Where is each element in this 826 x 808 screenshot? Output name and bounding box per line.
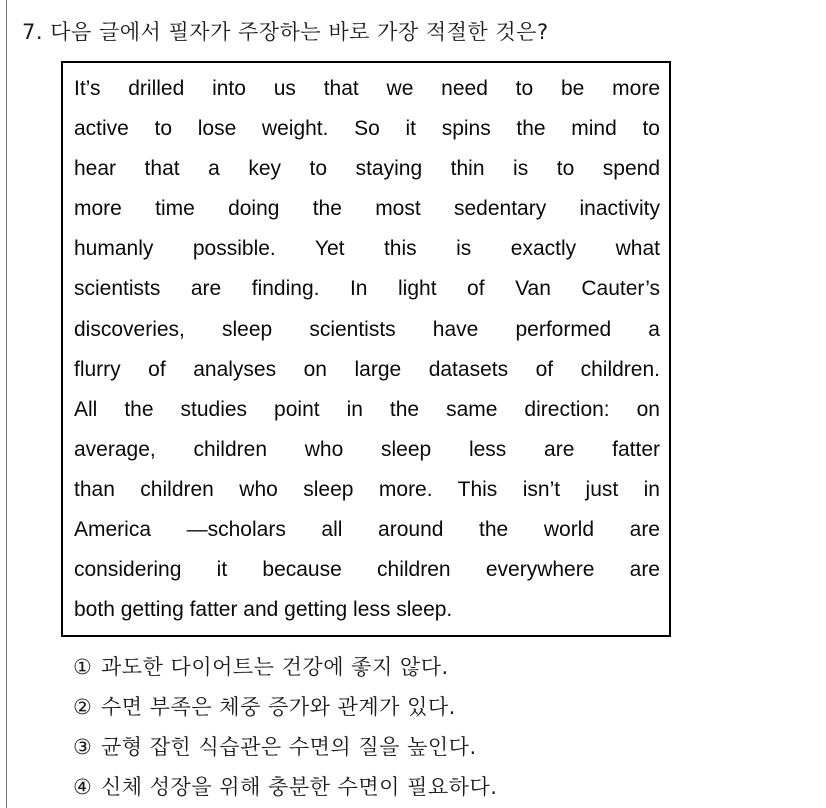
passage-line: than children who sleep more. This isn’t just in xyxy=(74,477,660,501)
question-title: 7. 다음 글에서 필자가 주장하는 바로 가장 적절한 것은? xyxy=(22,20,549,44)
option-number: ② xyxy=(73,695,93,719)
passage-text xyxy=(74,72,660,633)
passage-line: both getting fatter and getting less sleep. xyxy=(74,598,453,622)
passage-line: considering it because children everywhere are xyxy=(74,558,660,582)
passage-line: active to lose weight. So it spins the mind to xyxy=(74,117,660,141)
passage-line: more time doing the most sedentary inactivity xyxy=(74,197,660,221)
option-text: 신체 성장을 위해 충분한 수면이 필요하다. xyxy=(101,775,498,799)
option-number: ① xyxy=(73,655,93,679)
answer-options xyxy=(73,647,497,807)
option-text: 균형 잡힌 식습관은 수면의 질을 높인다. xyxy=(101,735,477,759)
answer-option-4[interactable] xyxy=(73,767,497,807)
option-text: 과도한 다이어트는 건강에 좋지 않다. xyxy=(101,655,449,679)
passage-line: All the studies point in the same direction: on xyxy=(74,397,660,421)
passage-line: scientists are finding. In light of Van Cauter’s xyxy=(74,277,660,301)
page-left-border xyxy=(6,0,7,808)
passage-line: discoveries, sleep scientists have performed a xyxy=(74,317,660,341)
passage-line: It’s drilled into us that we need to be more xyxy=(74,77,660,100)
option-number: ③ xyxy=(73,735,93,759)
answer-option-3[interactable] xyxy=(73,727,497,767)
passage-line: flurry of analyses on large datasets of children. xyxy=(74,357,660,381)
option-text: 수면 부족은 체중 증가와 관계가 있다. xyxy=(101,695,456,719)
passage-line: average, children who sleep less are fatter xyxy=(74,437,660,461)
passage-line: humanly possible. Yet this is exactly what xyxy=(74,237,660,261)
answer-option-1[interactable] xyxy=(73,647,497,687)
option-number: ④ xyxy=(73,775,93,799)
passage-line: America —scholars all around the world are xyxy=(74,518,660,542)
answer-option-2[interactable] xyxy=(73,687,497,727)
passage-line: hear that a key to staying thin is to spend xyxy=(74,157,660,181)
passage-box xyxy=(61,61,671,637)
